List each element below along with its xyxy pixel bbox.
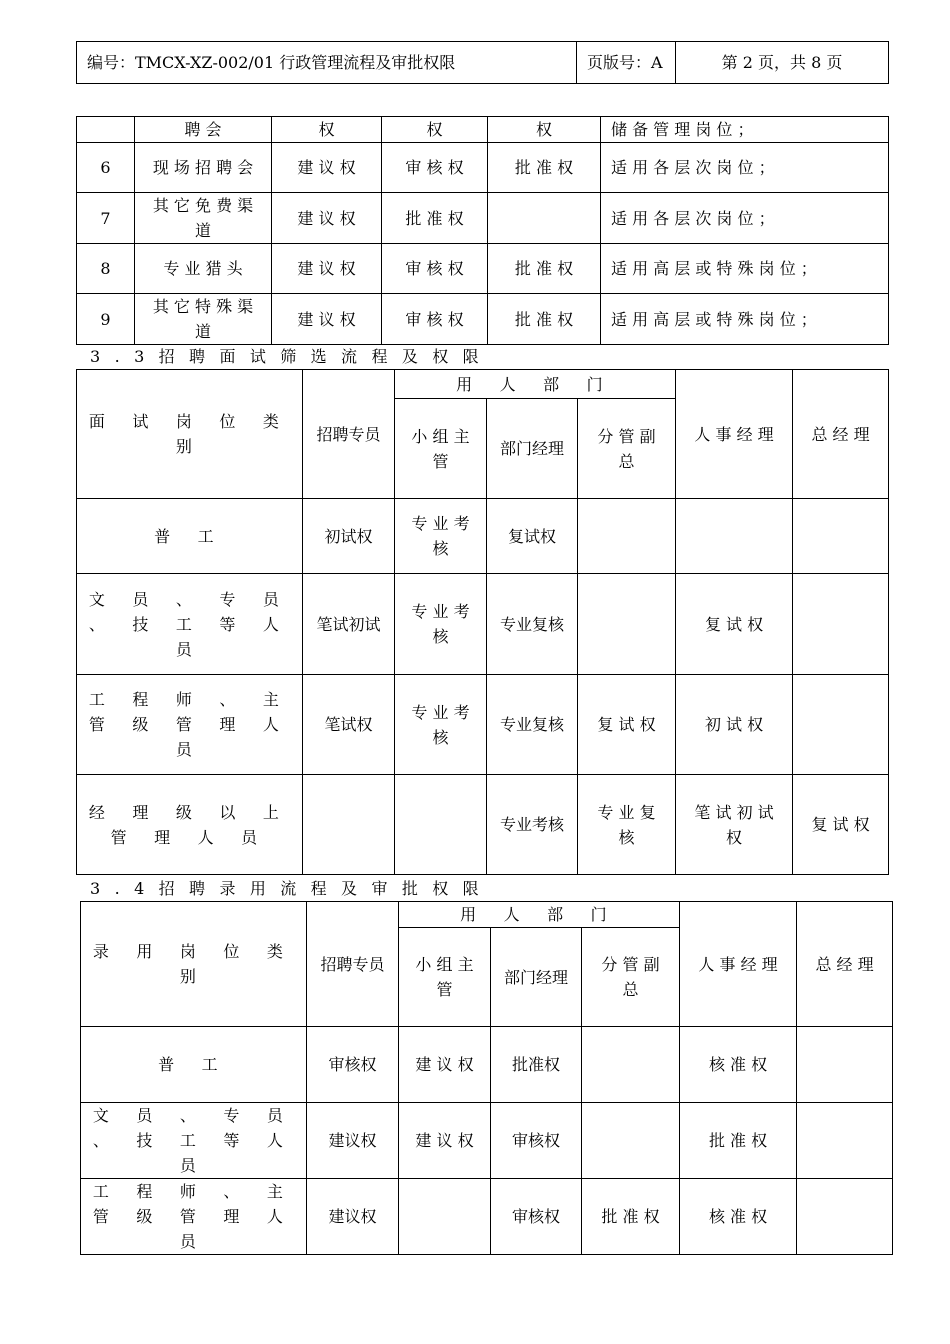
team-lead-authority xyxy=(399,1179,491,1255)
header-hr-manager: 人 事 经 理 xyxy=(676,370,793,499)
team-lead-authority: 建 议 权 xyxy=(399,1103,491,1179)
position-category: 文 员 、 专 员 、 技 工 等 人 员 xyxy=(81,1103,307,1179)
table-row xyxy=(77,244,889,294)
table-row xyxy=(77,675,889,775)
authority-cell: 批 准 权 xyxy=(382,193,488,244)
applicable-note: 储 备 管 理 岗 位 ； xyxy=(601,117,889,143)
interview-authority-table xyxy=(76,369,889,875)
doc-number: 编号：TMCX-XZ-002/01 行政管理流程及审批权限 xyxy=(77,42,577,84)
header-dept: 用 人 部 门 xyxy=(395,370,676,399)
position-category: 文 员 、 专 员 、 技 工 等 人 员 xyxy=(77,574,303,675)
hiring-authority-table xyxy=(80,901,893,1255)
recruiter-authority: 建议权 xyxy=(307,1179,399,1255)
authority-cell: 批 准 权 xyxy=(488,143,601,193)
applicable-note: 适 用 高 层 或 特 殊 岗 位 ； xyxy=(601,244,889,294)
gm-authority xyxy=(797,1103,893,1179)
gm-authority xyxy=(797,1027,893,1103)
channel-name: 其 它 免 费 渠 道 xyxy=(135,193,272,244)
vp-authority xyxy=(582,1027,680,1103)
recruiter-authority: 笔试初试 xyxy=(303,574,395,675)
gm-authority xyxy=(797,1179,893,1255)
table-row xyxy=(77,117,889,143)
recruiter-authority: 笔试权 xyxy=(303,675,395,775)
authority-cell: 审 核 权 xyxy=(382,244,488,294)
vp-authority: 批 准 权 xyxy=(582,1179,680,1255)
authority-cell: 审 核 权 xyxy=(382,143,488,193)
vp-authority: 专 业 复 核 xyxy=(578,775,676,875)
recruiter-authority: 建议权 xyxy=(307,1103,399,1179)
page-version: 页版号：A xyxy=(577,42,676,84)
recruiter-authority: 初试权 xyxy=(303,499,395,574)
authority-cell: 审 核 权 xyxy=(382,294,488,345)
position-category: 经 理 级 以 上 管 理 人 员 xyxy=(77,775,303,875)
applicable-note: 适 用 各 层 次 岗 位 ； xyxy=(601,193,889,244)
header-hr-manager: 人 事 经 理 xyxy=(680,902,797,1027)
authority-cell: 权 xyxy=(272,117,382,143)
vp-authority xyxy=(578,574,676,675)
row-number: 8 xyxy=(77,244,135,294)
applicable-note: 适 用 各 层 次 岗 位 ； xyxy=(601,143,889,193)
header-recruiter: 招聘专员 xyxy=(303,370,395,499)
recruiter-authority xyxy=(303,775,395,875)
gm-authority xyxy=(793,499,889,574)
authority-cell: 建 议 权 xyxy=(272,294,382,345)
hr-manager-authority: 批 准 权 xyxy=(680,1103,797,1179)
header-dept: 用 人 部 门 xyxy=(399,902,680,928)
authority-cell: 建 议 权 xyxy=(272,244,382,294)
authority-cell: 建 议 权 xyxy=(272,193,382,244)
dept-manager-authority: 复试权 xyxy=(487,499,578,574)
row-number: 7 xyxy=(77,193,135,244)
authority-cell: 权 xyxy=(488,117,601,143)
hr-manager-authority: 核 准 权 xyxy=(680,1027,797,1103)
table-row xyxy=(81,1027,893,1103)
vp-authority: 复 试 权 xyxy=(578,675,676,775)
vp-authority xyxy=(578,499,676,574)
team-lead-authority: 专 业 考 核 xyxy=(395,499,487,574)
applicable-note: 适 用 高 层 或 特 殊 岗 位 ； xyxy=(601,294,889,345)
table-row xyxy=(81,1179,893,1255)
hr-manager-authority: 复 试 权 xyxy=(676,574,793,675)
recruiter-authority: 审核权 xyxy=(307,1027,399,1103)
channel-table xyxy=(76,116,889,345)
table-row xyxy=(77,294,889,345)
row-number xyxy=(77,117,135,143)
authority-cell: 批 准 权 xyxy=(488,294,601,345)
team-lead-authority xyxy=(395,775,487,875)
document-header xyxy=(76,41,889,84)
page-number: 第 2 页，共 8 页 xyxy=(676,42,889,84)
authority-cell: 批 准 权 xyxy=(488,244,601,294)
table-row xyxy=(77,193,889,244)
position-category: 普 工 xyxy=(81,1027,307,1103)
gm-authority: 复 试 权 xyxy=(793,775,889,875)
table-row xyxy=(77,143,889,193)
header-category: 录 用 岗 位 类 别 xyxy=(81,902,307,1027)
hr-manager-authority: 笔 试 初 试 权 xyxy=(676,775,793,875)
row-number: 6 xyxy=(77,143,135,193)
position-category: 工 程 师 、 主 管 级 管 理 人 员 xyxy=(77,675,303,775)
channel-name: 现 场 招 聘 会 xyxy=(135,143,272,193)
header-team-lead: 小 组 主 管 xyxy=(399,928,491,1027)
hr-manager-authority: 核 准 权 xyxy=(680,1179,797,1255)
header-recruiter: 招聘专员 xyxy=(307,902,399,1027)
header-vp: 分 管 副 总 xyxy=(578,399,676,499)
header-vp: 分 管 副 总 xyxy=(582,928,680,1027)
authority-cell: 权 xyxy=(382,117,488,143)
vp-authority xyxy=(582,1103,680,1179)
header-dept-manager: 部门经理 xyxy=(491,928,582,1027)
channel-name: 聘 会 xyxy=(135,117,272,143)
table-row xyxy=(81,1103,893,1179)
dept-manager-authority: 专业考核 xyxy=(487,775,578,875)
hr-manager-authority: 初 试 权 xyxy=(676,675,793,775)
authority-cell xyxy=(488,193,601,244)
table-row xyxy=(77,574,889,675)
header-category: 面 试 岗 位 类 别 xyxy=(77,370,303,499)
header-dept-manager: 部门经理 xyxy=(487,399,578,499)
header-gm: 总 经 理 xyxy=(793,370,889,499)
dept-manager-authority: 批准权 xyxy=(491,1027,582,1103)
dept-manager-authority: 审核权 xyxy=(491,1103,582,1179)
position-category: 工 程 师 、 主 管 级 管 理 人 员 xyxy=(81,1179,307,1255)
header-gm: 总 经 理 xyxy=(797,902,893,1027)
table-row xyxy=(77,499,889,574)
team-lead-authority: 建 议 权 xyxy=(399,1027,491,1103)
dept-manager-authority: 审核权 xyxy=(491,1179,582,1255)
position-category: 普 工 xyxy=(77,499,303,574)
section-3-3-title: 3.3招聘面试筛选流程及权限 xyxy=(90,347,494,366)
dept-manager-authority: 专业复核 xyxy=(487,675,578,775)
row-number: 9 xyxy=(77,294,135,345)
channel-name: 专 业 猎 头 xyxy=(135,244,272,294)
hr-manager-authority xyxy=(676,499,793,574)
dept-manager-authority: 专业复核 xyxy=(487,574,578,675)
team-lead-authority: 专 业 考 核 xyxy=(395,675,487,775)
header-team-lead: 小 组 主 管 xyxy=(395,399,487,499)
gm-authority xyxy=(793,574,889,675)
team-lead-authority: 专 业 考 核 xyxy=(395,574,487,675)
section-3-4-title: 3.4招聘录用流程及审批权限 xyxy=(90,879,494,898)
authority-cell: 建 议 权 xyxy=(272,143,382,193)
channel-name: 其 它 特 殊 渠 道 xyxy=(135,294,272,345)
table-row xyxy=(77,775,889,875)
gm-authority xyxy=(793,675,889,775)
